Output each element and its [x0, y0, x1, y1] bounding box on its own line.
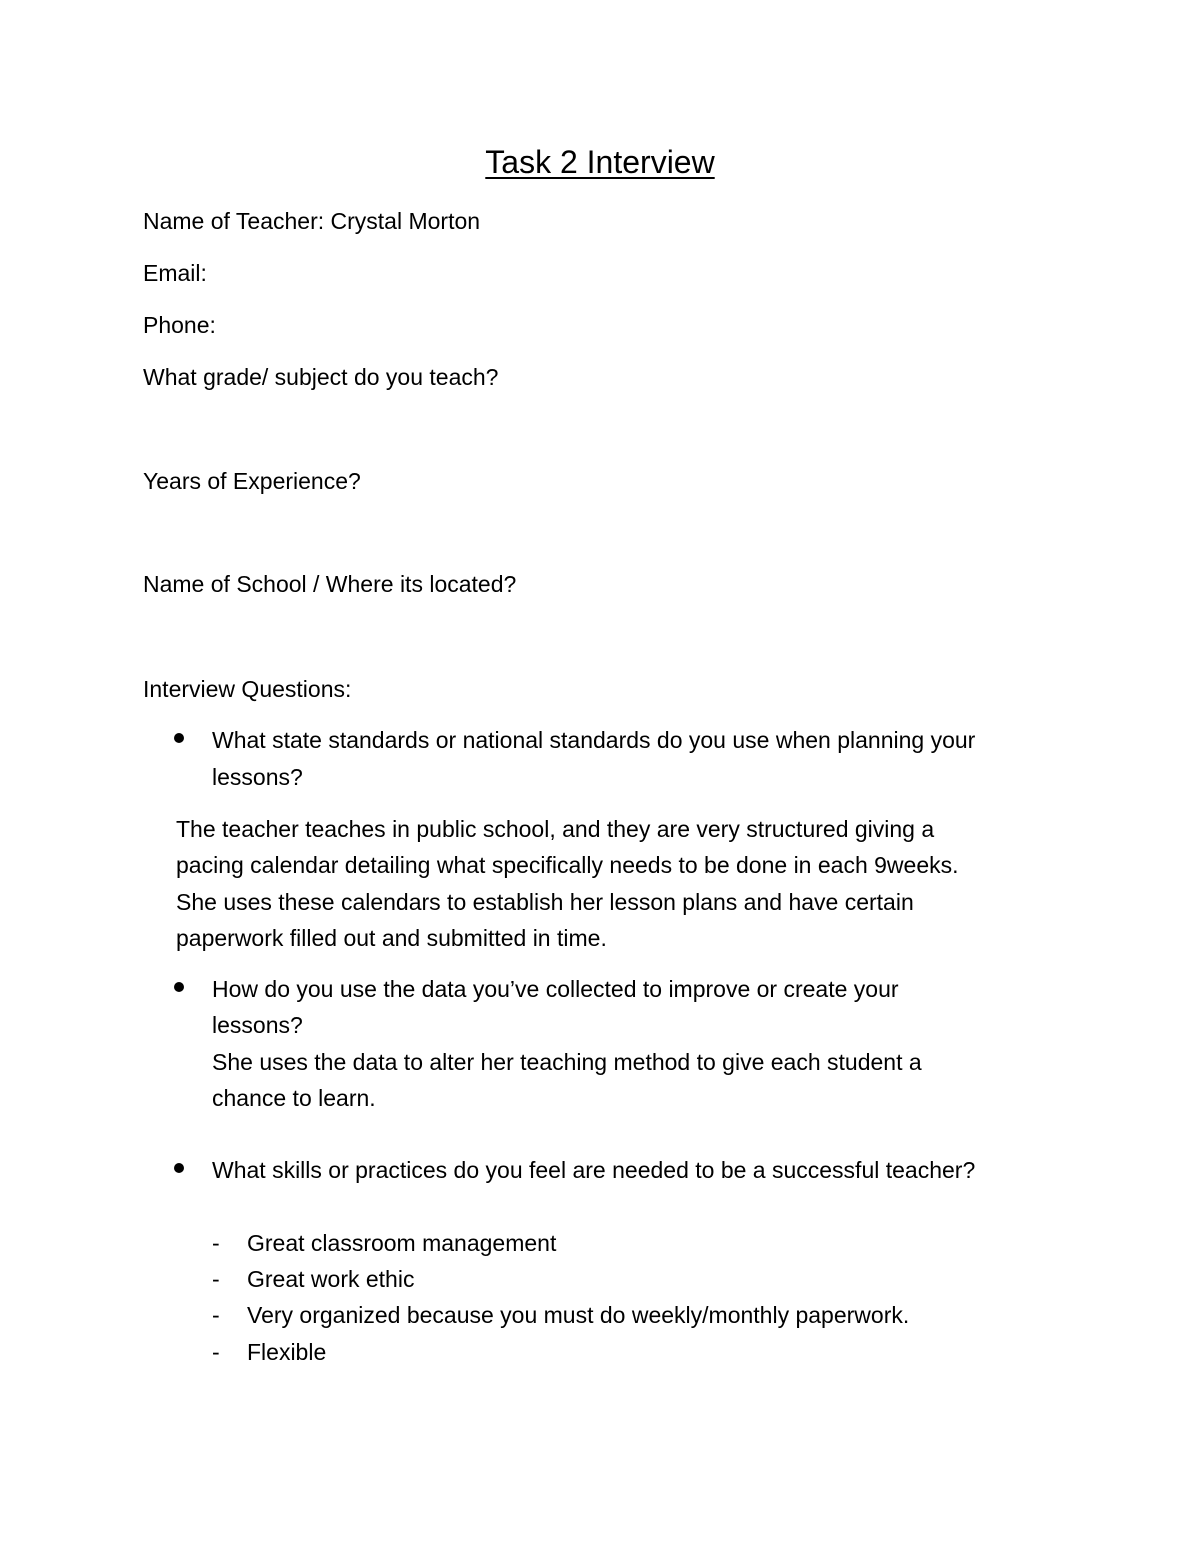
answer-1-line-3: She uses these calendars to establish her lesson plans and have certain	[176, 889, 914, 915]
dash-marker: -	[212, 1230, 220, 1256]
bullet-icon	[174, 1163, 184, 1173]
phone-line: Phone:	[143, 312, 216, 338]
email-line: Email:	[143, 260, 207, 286]
skill-item-text: Great classroom management	[247, 1230, 557, 1256]
grade-subject-line: What grade/ subject do you teach?	[143, 364, 499, 390]
dash-marker: -	[212, 1339, 220, 1365]
question-3-line-1: What skills or practices do you feel are needed to be a successful teacher?	[212, 1157, 976, 1183]
skill-item-text: Great work ethic	[247, 1266, 415, 1292]
dash-marker: -	[212, 1302, 220, 1328]
question-2-line-2: lessons?	[212, 1012, 303, 1038]
skill-item	[212, 1225, 556, 1262]
school-line: Name of School / Where its located?	[143, 571, 517, 597]
question-2-line-1: How do you use the data you’ve collected to improve or create your	[212, 976, 899, 1002]
teacher-name-line: Name of Teacher: Crystal Morton	[143, 208, 481, 234]
answer-1-line-1: The teacher teaches in public school, and they are very structured giving a	[176, 816, 935, 842]
skill-item-text: Very organized because you must do weekly/monthly paperwork.	[247, 1302, 910, 1328]
answer-1-line-2: pacing calendar detailing what specifically needs to be done in each 9weeks.	[176, 852, 959, 878]
question-1-line-2: lessons?	[212, 764, 303, 790]
bullet-icon	[174, 733, 184, 743]
experience-line: Years of Experience?	[143, 468, 361, 494]
question-1-line-1: What state standards or national standards do you use when planning your	[212, 727, 976, 753]
skill-item-text: Flexible	[247, 1339, 327, 1365]
bullet-icon	[174, 982, 184, 992]
skill-item	[212, 1261, 414, 1298]
dash-marker: -	[212, 1266, 220, 1292]
skill-item	[212, 1334, 326, 1371]
skill-item	[212, 1297, 909, 1334]
questions-heading: Interview Questions:	[143, 676, 352, 702]
answer-1-line-4: paperwork filled out and submitted in time.	[176, 925, 607, 951]
document-title: Task 2 Interview	[485, 144, 715, 180]
answer-2-line-2: chance to learn.	[212, 1085, 376, 1111]
answer-2-line-1: She uses the data to alter her teaching method to give each student a	[212, 1049, 922, 1075]
